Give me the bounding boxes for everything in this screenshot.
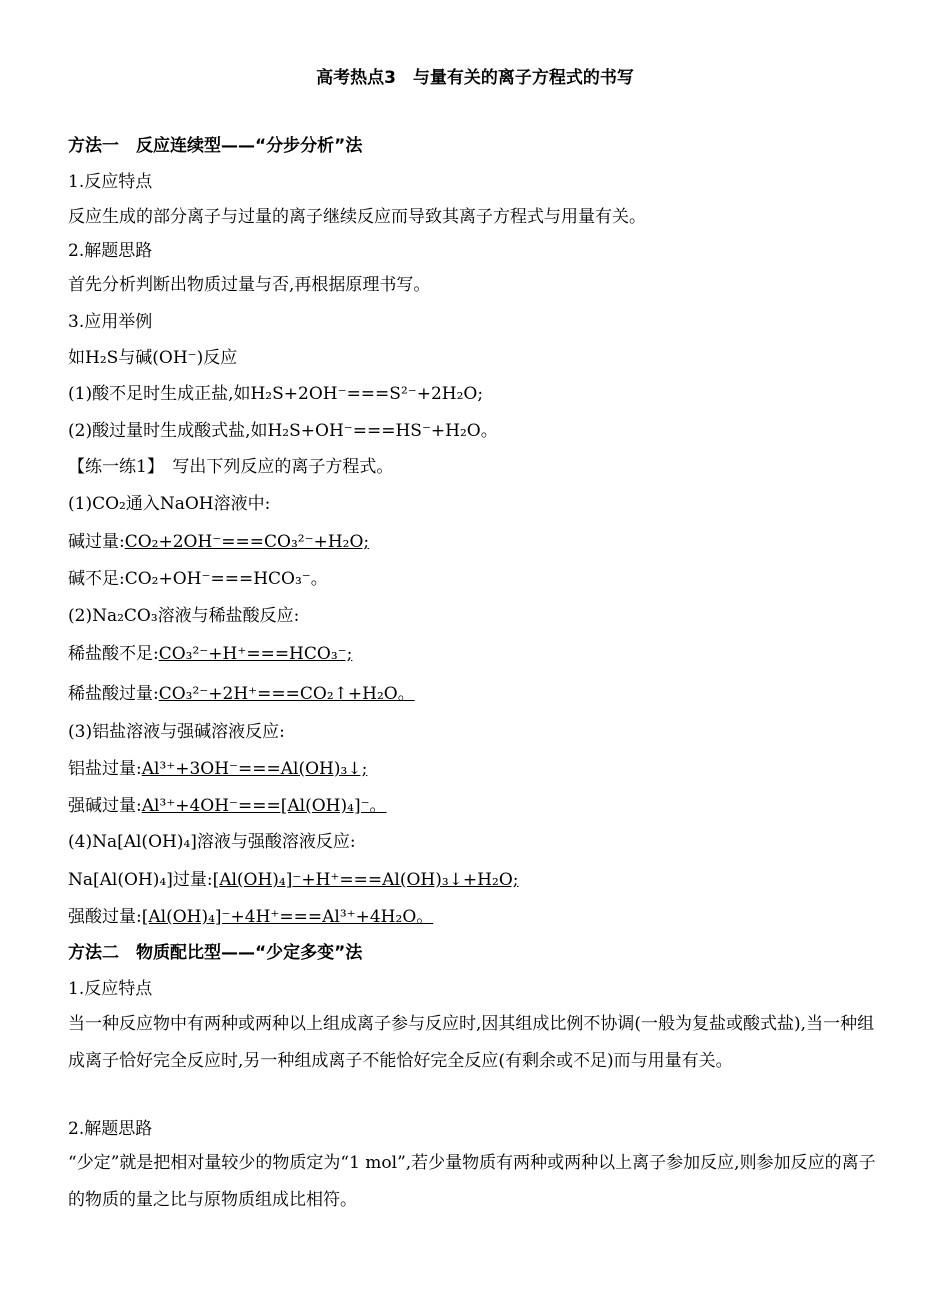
method1-section1-heading: 1.反应特点 xyxy=(68,172,153,192)
example-2: (2)酸过量时生成酸式盐,如H₂S+OH⁻===HS⁻+H₂O。 xyxy=(68,421,498,441)
method2-section2-text: “少定”就是把相对量较少的物质定为“1 mol”,若少量物质有两种或两种以上离子参加反应,则参加反应的离子的物质的量之比与原物质组成比相符。 xyxy=(68,1153,876,1210)
q2a-answer: CO₃²⁻+H⁺===HCO₃⁻; xyxy=(158,644,353,664)
q3-base-excess xyxy=(68,794,387,818)
example-intro: 如H₂S与碱(OH⁻)反应 xyxy=(68,348,238,368)
method1-section3-heading: 3.应用举例 xyxy=(68,312,153,332)
q2-acid-insufficient xyxy=(68,642,352,666)
question-2: (2)Na₂CO₃溶液与稀盐酸反应: xyxy=(68,606,300,626)
question-4: (4)Na[Al(OH)₄]溶液与强酸溶液反应: xyxy=(68,832,356,852)
q1-base-excess xyxy=(68,530,369,554)
method2-section1-heading: 1.反应特点 xyxy=(68,979,153,999)
method1-section2-text: 首先分析判断出物质过量与否,再根据原理书写。 xyxy=(68,275,431,295)
q4a-answer: [Al(OH)₄]⁻+H⁺===Al(OH)₃↓+H₂O; xyxy=(212,870,519,890)
q4-acid-excess xyxy=(68,905,433,929)
method2-section2-heading: 2.解题思路 xyxy=(68,1119,153,1139)
method1-heading: 方法一 反应连续型——“分步分析”法 xyxy=(68,136,363,156)
q4b-answer: [Al(OH)₄]⁻+4H⁺===Al³⁺+4H₂O。 xyxy=(141,907,434,927)
method1-section1-text: 反应生成的部分离子与过量的离子继续反应而导致其离子方程式与用量有关。 xyxy=(68,207,646,227)
question-1: (1)CO₂通入NaOH溶液中: xyxy=(68,494,271,514)
q3a-answer: Al³⁺+3OH⁻===Al(OH)₃↓; xyxy=(141,759,368,779)
q3a-label: 铝盐过量: xyxy=(68,759,142,779)
question-3: (3)铝盐溶液与强碱溶液反应: xyxy=(68,722,285,742)
q1a-answer: CO₂+2OH⁻===CO₃²⁻+H₂O; xyxy=(124,532,370,552)
method2-section1-text: 当一种反应物中有两种或两种以上组成离子参与反应时,因其组成比例不协调(一般为复盐或酸式盐),当一种组成离子恰好完全反应时,另一种组成离子不能恰好完全反应(有剩余或不足)而与用量有关。 xyxy=(68,1014,875,1071)
example-1: (1)酸不足时生成正盐,如H₂S+2OH⁻===S²⁻+2H₂O; xyxy=(68,384,484,404)
q1-base-insufficient: 碱不足:CO₂+OH⁻===HCO₃⁻。 xyxy=(68,569,328,589)
q2-acid-excess xyxy=(68,682,415,706)
q3b-label: 强碱过量: xyxy=(68,796,142,816)
q3b-answer: Al³⁺+4OH⁻===[Al(OH)₄]⁻。 xyxy=(141,796,387,816)
practice-heading: 【练一练1】 写出下列反应的离子方程式。 xyxy=(68,457,394,477)
page-title: 高考热点3 与量有关的离子方程式的书写 xyxy=(316,68,634,88)
q1a-label: 碱过量: xyxy=(68,532,125,552)
method2-heading: 方法二 物质配比型——“少定多变”法 xyxy=(68,943,363,963)
q4a-label: Na[Al(OH)₄]过量: xyxy=(68,870,213,890)
q2b-answer: CO₃²⁻+2H⁺===CO₂↑+H₂O。 xyxy=(158,684,415,704)
q3-aluminum-excess xyxy=(68,757,367,781)
q2a-label: 稀盐酸不足: xyxy=(68,644,159,664)
method1-section2-heading: 2.解题思路 xyxy=(68,241,153,261)
q4b-label: 强酸过量: xyxy=(68,907,142,927)
q2b-label: 稀盐酸过量: xyxy=(68,684,159,704)
q4-aluminate-excess xyxy=(68,868,518,892)
